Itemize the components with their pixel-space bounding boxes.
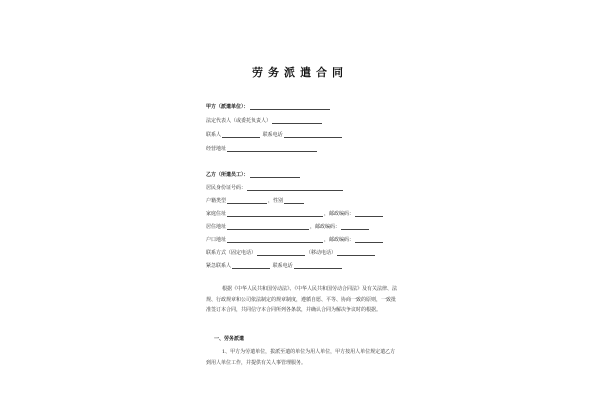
party-a-label: 甲方（派遣单位）： (206, 104, 249, 110)
party-b-name-blank[interactable] (250, 172, 300, 178)
preamble-text: 根据《中华人民共和国劳动法》、《中华人民共和国劳动合同法》及有关法律、法规、行政规章和公司依法制定的规章制度，遵循自愿、平等、协商一致的原则，一致批准签订本合同，共同信守本合同所列各条款，并确认合同为解决争议时的根据。 (206, 286, 398, 313)
current-address-label: 居住地址 (206, 224, 227, 230)
postal-code-2-blank[interactable] (341, 224, 369, 230)
home-address-label: 家庭住址 (206, 211, 227, 217)
section-1-heading-row (214, 336, 244, 342)
mobile-blank[interactable] (337, 250, 375, 256)
section-1-item-1-text: 1、甲方为劳遣单位，拔派至遣的单位为用人单位，甲方按用人单位规定遣乙方到用人单位工作，并提供有关人事管理服务。 (206, 349, 396, 366)
id-number-blank[interactable] (247, 185, 343, 191)
party-a-name-blank[interactable] (250, 104, 330, 110)
emergency-row (206, 263, 343, 269)
address-blank[interactable] (227, 146, 317, 152)
id-number-row (206, 185, 344, 191)
postal-code-2-label: ，邮政编码： (310, 224, 341, 230)
section-1-item-1 (206, 347, 400, 368)
household-type-blank[interactable] (227, 198, 267, 204)
household-row (206, 198, 305, 204)
contact-method-label: 联系方式（固定电话） (206, 250, 257, 256)
postal-code-3-label: ，邮政编码： (324, 237, 355, 243)
party-b-label: 乙方（所遣员工）： (206, 172, 249, 178)
household-type-label: 户籍类型 (206, 198, 227, 204)
id-number-label: 居民身份证号码： (206, 185, 247, 191)
current-address-blank[interactable] (227, 224, 309, 230)
contact-method-row (206, 250, 376, 256)
legal-rep-blank[interactable] (272, 118, 322, 124)
contact-phone-blank[interactable] (284, 132, 342, 138)
preamble-paragraph (206, 284, 400, 316)
current-address-row (206, 224, 370, 230)
mobile-label: （移动电话） (306, 250, 337, 256)
hukou-address-blank[interactable] (227, 237, 323, 243)
home-address-blank[interactable] (227, 211, 323, 217)
contact-person-blank[interactable] (222, 132, 260, 138)
party-b-row (206, 172, 301, 178)
gender-blank[interactable] (284, 198, 304, 204)
contact-phone-label: 联系电话 (262, 132, 283, 138)
hukou-address-row (206, 237, 384, 243)
home-address-row (206, 211, 384, 217)
contact-person-label: 联系人 (206, 132, 222, 138)
address-row (206, 146, 318, 152)
section-1-heading: 一、劳务派遣 (214, 336, 245, 342)
legal-rep-label: 法定代表人（或委托负责人） (206, 118, 272, 124)
emergency-contact-blank[interactable] (232, 263, 270, 269)
party-a-row (206, 104, 331, 110)
document-title: 劳务派遣合同 (252, 66, 348, 79)
gender-label: ，性别 (268, 198, 284, 204)
postal-code-1-label: ，邮政编码： (324, 211, 355, 217)
postal-code-1-blank[interactable] (355, 211, 383, 217)
emergency-phone-blank[interactable] (294, 263, 342, 269)
address-label: 经营地址 (206, 146, 227, 152)
hukou-address-label: 户口地址 (206, 237, 227, 243)
postal-code-3-blank[interactable] (355, 237, 383, 243)
landline-blank[interactable] (257, 250, 305, 256)
emergency-phone-label: 联系电话 (272, 263, 293, 269)
emergency-contact-label: 紧急联系人 (206, 263, 232, 269)
contact-row (206, 132, 343, 138)
legal-rep-row (206, 118, 323, 124)
